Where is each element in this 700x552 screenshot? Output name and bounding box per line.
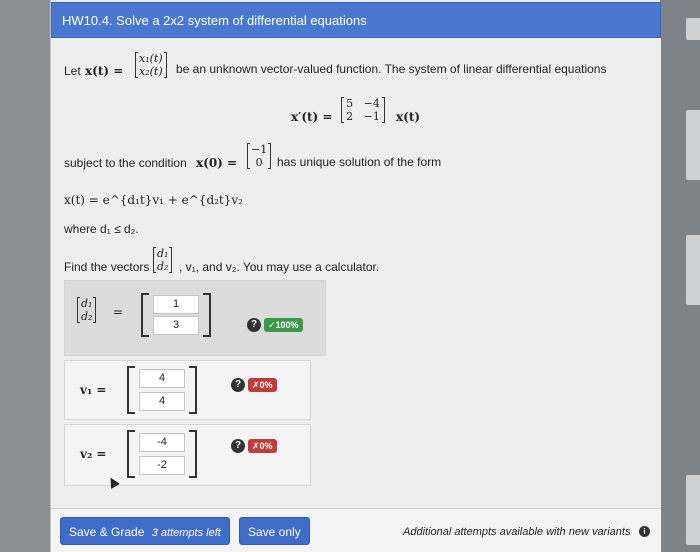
additional-attempts-note: Additional attempts available with new variants xyxy=(403,526,631,538)
v2-input-2[interactable]: -2 xyxy=(139,456,185,475)
label-d1: d₁ xyxy=(81,297,93,310)
equals-sign: = xyxy=(113,305,124,319)
v2-label: v₂ = xyxy=(80,447,107,461)
v1-input-group xyxy=(127,366,197,414)
where-text: where d₁ ≤ d₂. xyxy=(64,222,139,236)
left-bracket xyxy=(127,366,135,414)
coefficient-matrix xyxy=(341,97,385,123)
footer-bar xyxy=(51,508,661,552)
initial-1: −1 xyxy=(251,143,268,156)
score-badge-correct: ✓100% xyxy=(264,318,303,332)
help-icon[interactable]: ? xyxy=(247,318,261,332)
condition-post: has unique solution of the form xyxy=(277,155,442,169)
d2-input[interactable]: 3 xyxy=(153,316,199,335)
left-bracket xyxy=(127,430,135,478)
save-grade-button[interactable] xyxy=(60,517,230,545)
help-icon[interactable]: ? xyxy=(231,439,245,453)
label-d2: d₂ xyxy=(81,310,93,323)
system-rhs: x(t) xyxy=(396,110,421,124)
save-grade-label: Save & Grade xyxy=(69,525,145,539)
right-bracket xyxy=(189,366,197,414)
initial-vector-wrap xyxy=(247,143,271,169)
question-title: HW10.4. Solve a 2x2 system of differential equations xyxy=(62,13,367,28)
score-badge-incorrect: ✗0% xyxy=(248,378,277,392)
a22: −1 xyxy=(363,110,380,123)
d-vector-label-wrap xyxy=(77,297,96,323)
question-body xyxy=(51,38,661,508)
initial-vector xyxy=(247,143,271,169)
v1-input-2[interactable]: 4 xyxy=(139,392,185,411)
right-bracket xyxy=(203,293,211,337)
matrix-row-1 xyxy=(345,97,381,110)
x-zero: x(0) = xyxy=(196,156,238,170)
right-bracket xyxy=(189,430,197,478)
side-tab xyxy=(686,110,700,180)
eigenvalue-input-group xyxy=(141,293,211,337)
initial-2: 0 xyxy=(255,156,263,169)
answer-row-v2 xyxy=(64,424,311,486)
x2-entry: x₂(t) xyxy=(139,65,163,78)
find-d2: d₂ xyxy=(157,260,169,273)
score-badge-incorrect: ✗0% xyxy=(248,439,277,453)
left-bracket xyxy=(141,293,149,337)
save-only-button[interactable]: Save only xyxy=(239,517,310,545)
x-vector-matrix xyxy=(135,52,167,78)
let-text: Let xyxy=(64,64,81,78)
x-vector xyxy=(135,52,167,78)
matrix-row-2 xyxy=(345,110,381,123)
coefficient-matrix-wrap xyxy=(341,97,385,123)
system-lhs: x′(t) = xyxy=(291,110,333,124)
attempts-left: 3 attempts left xyxy=(151,527,221,539)
solution-form: x(t) = e^{d₁t}v₁ + e^{d₂t}v₂ xyxy=(64,193,243,207)
find-d1: d₁ xyxy=(157,247,169,260)
find-vector xyxy=(153,247,172,273)
d1-input[interactable]: 1 xyxy=(153,295,199,314)
find-pre: Find the vectors xyxy=(64,260,150,274)
question-header xyxy=(51,2,661,38)
a21: 2 xyxy=(346,110,354,123)
condition-pre: subject to the condition xyxy=(64,156,187,170)
side-tab xyxy=(686,18,700,40)
intro-rest: be an unknown vector-valued function. The system of linear differential equations xyxy=(176,62,607,76)
side-tab xyxy=(686,475,700,545)
side-tab xyxy=(686,235,700,305)
v2-input-1[interactable]: -4 xyxy=(139,433,185,452)
a11: 5 xyxy=(346,97,354,110)
x-of-t: x(t) = xyxy=(85,64,124,78)
question-card xyxy=(50,0,660,552)
find-post: , v₁, and v₂. You may use a calculator. xyxy=(179,260,380,274)
x1-entry: x₁(t) xyxy=(139,52,163,65)
info-icon[interactable]: i xyxy=(639,526,650,537)
d-vector-label xyxy=(77,297,96,323)
help-icon[interactable]: ? xyxy=(231,378,245,392)
a12: −4 xyxy=(363,97,380,110)
v2-input-group xyxy=(127,430,197,478)
v1-input-1[interactable]: 4 xyxy=(139,369,185,388)
v1-label: v₁ = xyxy=(80,383,107,397)
find-vector-wrap xyxy=(153,247,172,273)
